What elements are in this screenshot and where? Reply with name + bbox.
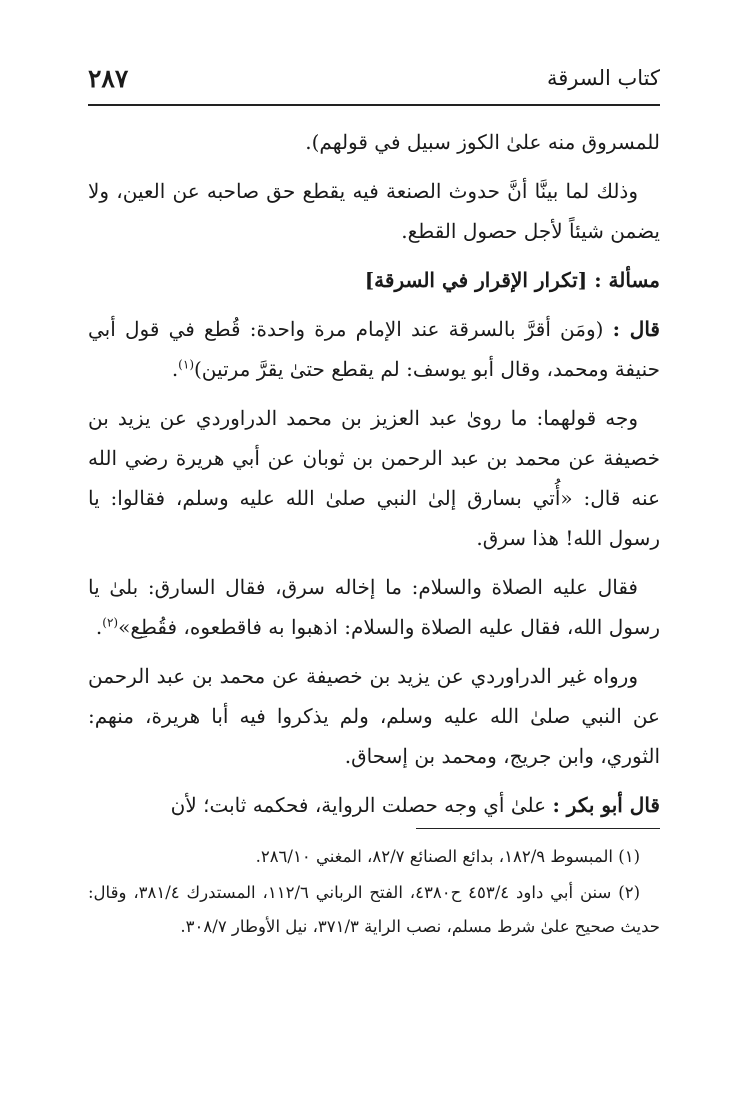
paragraph-text: علىٰ أي وجه حصلت الرواية، فحكمه ثابت؛ لأن xyxy=(170,793,547,817)
footnote: (٢) سنن أبي داود ٤٥٣/٤ ح٤٣٨٠، الفتح الرباني ١١٢/٦، المستدرك ٣٨١/٤، وقال: حديث صحيح علىٰ شرط مسلم، نصب الراية ٣٧١/٣، نيل الأوطار ٣٠٨/٧. xyxy=(88,883,660,936)
page-number: ٢٨٧ xyxy=(88,63,129,93)
paragraph-quote xyxy=(88,785,660,825)
footnote-ref[interactable]: (١) xyxy=(178,357,194,372)
paragraph-end: . xyxy=(171,357,179,381)
footnotes xyxy=(88,840,660,946)
main-text xyxy=(88,122,660,834)
paragraph-continuation: للمسروق منه علىٰ الكوز سبيل في قولهم). xyxy=(305,130,660,154)
header-divider xyxy=(88,104,660,106)
paragraph: ورواه غير الدراوردي عن يزيد بن خصيفة عن محمد بن عبد الرحمن عن النبي صلىٰ الله عليه وسلم، ولم يذكروا فيه أبا هريرة، منهم: الثوري، وابن جريج، ومحمد بن إسحاق. xyxy=(88,664,660,768)
paragraph-end: . xyxy=(95,615,103,639)
paragraph xyxy=(88,567,660,647)
footnote-ref[interactable]: (٢) xyxy=(102,615,119,630)
paragraph: وجه قولهما: ما روىٰ عبد العزيز بن محمد الدراوردي عن يزيد بن خصيفة عن محمد بن عبد الرحمن بن ثوبان عن أبي هريرة رضي الله عنه قال: «أُتي بسارق إلىٰ النبي صلىٰ الله عليه وسلم، فقالوا: يا رسول الله! هذا سرق. xyxy=(88,406,660,550)
footnote: (١) المبسوط ١٨٢/٩، بدائع الصنائع ٨٢/٧، المغني ٢٨٦/١٠. xyxy=(255,847,640,866)
footnote-divider xyxy=(416,828,660,829)
chapter-title: كتاب السرقة xyxy=(546,66,660,90)
heading-label: مسألة : xyxy=(594,268,660,292)
paragraph-quote xyxy=(88,309,660,389)
paragraph: وذلك لما بينَّا أنَّ حدوث الصنعة فيه يقطع حق صاحبه عن العين، ولا يضمن شيئاً لأجل حصول القطع. xyxy=(88,179,660,243)
paragraph-text: فقال عليه الصلاة والسلام: ما إخاله سرق، فقال السارق: بلىٰ يا رسول الله، فقال عليه الصلاة والسلام: اذهبوا به فاقطعوه، فقُطِع» xyxy=(88,575,660,639)
paragraph-text: (ومَن أقرَّ بالسرقة عند الإمام مرة واحدة: قُطع في قول أبي حنيفة ومحمد، وقال أبو يوسف: لم يقطع حتىٰ يقرَّ مرتين) xyxy=(88,317,660,381)
speaker-label: قال أبو بكر : xyxy=(552,793,660,817)
heading-title: [تكرار الإقرار في السرقة] xyxy=(364,268,588,292)
section-heading xyxy=(88,260,660,300)
speaker-label: قال : xyxy=(612,317,660,341)
running-header xyxy=(88,58,660,98)
